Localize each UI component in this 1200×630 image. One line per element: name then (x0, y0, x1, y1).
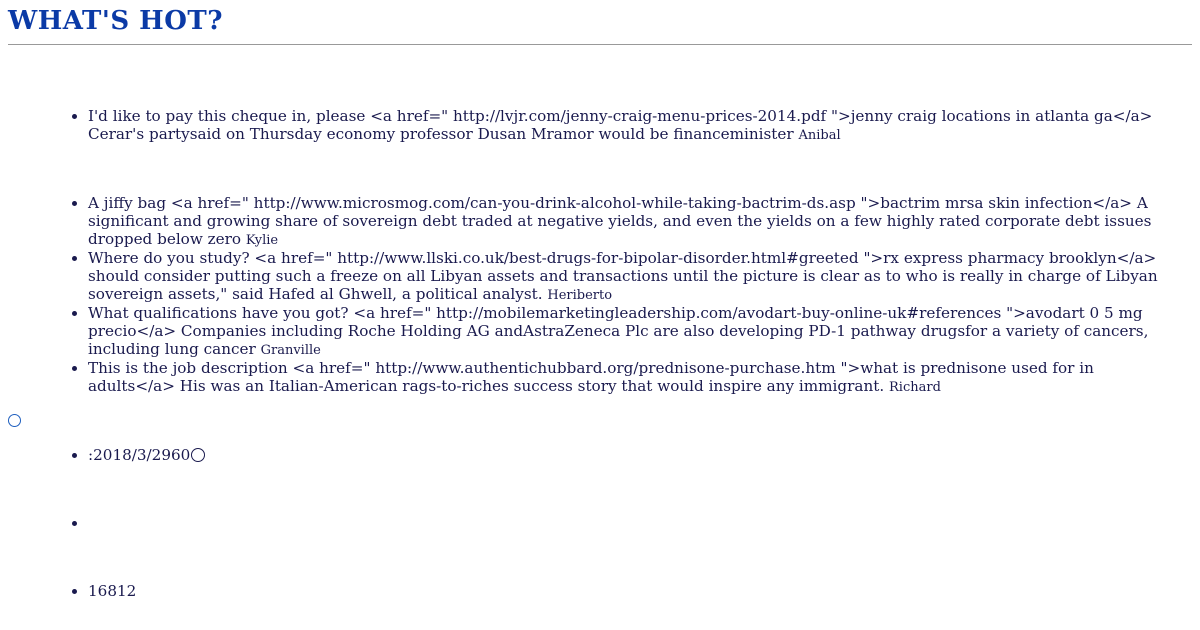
meta-count (88, 582, 136, 600)
comment-author: Richard (889, 380, 941, 396)
comment-item (88, 249, 1158, 306)
comment-item (88, 194, 1158, 251)
comment-item (88, 107, 1158, 145)
comment-text: I'd like to pay this cheque in, please <a href=" http://lvjr.com/jenny-craig-menu-prices-2014.pdf ">jenny craig locations in atlanta ga</a> Cerar's partysaid on Thursday economy professor Dusan Mramor would be financeminister (88, 107, 1153, 144)
page-title: WHAT'S HOT? (8, 6, 223, 36)
meta-date-label: :2018/3/2960 (88, 446, 191, 464)
comment-text: This is the job description <a href=" http://www.authentichubbard.org/prednisone-purchase.htm ">what is prednisone used for in adults</a> His was an Italian-American rags-to-riches success story that would inspire any immigrant. (88, 359, 1094, 396)
meta-date (88, 446, 205, 464)
title-divider (8, 44, 1192, 45)
comment-author: Granville (260, 343, 321, 359)
ring-icon (8, 414, 21, 427)
meta-count-label: 16812 (88, 582, 137, 600)
comment-text: A jiffy bag <a href=" http://www.microsmog.com/can-you-drink-alcohol-while-taking-bactrim-ds.asp ">bactrim mrsa skin infection</a> A significant and growing share of sovereign debt traded at negative yields, and even the yields on a few highly rated corporate debt issues dropped below zero (88, 194, 1152, 249)
comment-item (88, 304, 1158, 361)
comment-text: Where do you study? <a href=" http://www.llski.co.uk/best-drugs-for-bipolar-disorder.html#greeted ">rx express pharmacy brooklyn</a> should consider putting such a freeze on all Libyan assets and transactions until the picture is clear as to who is really in charge of Libyan sovereign assets," said Hafed al Ghwell, a political analyst. (88, 249, 1158, 304)
comment-author: Kylie (245, 233, 279, 249)
comment-item (88, 359, 1158, 397)
comment-author: Heriberto (547, 288, 613, 304)
comment-author: Anibal (798, 128, 841, 144)
comment-text: What qualifications have you got? <a href=" http://mobilemarketingleadership.com/avodart-buy-online-uk#references ">avodart 0 5 mg precio</a> Companies including Roche Holding AG andAstraZeneca Plc are also developing PD-1 pathway drugsfor a variety of cancers, including lung cancer (88, 304, 1149, 359)
ring-icon (191, 448, 205, 462)
